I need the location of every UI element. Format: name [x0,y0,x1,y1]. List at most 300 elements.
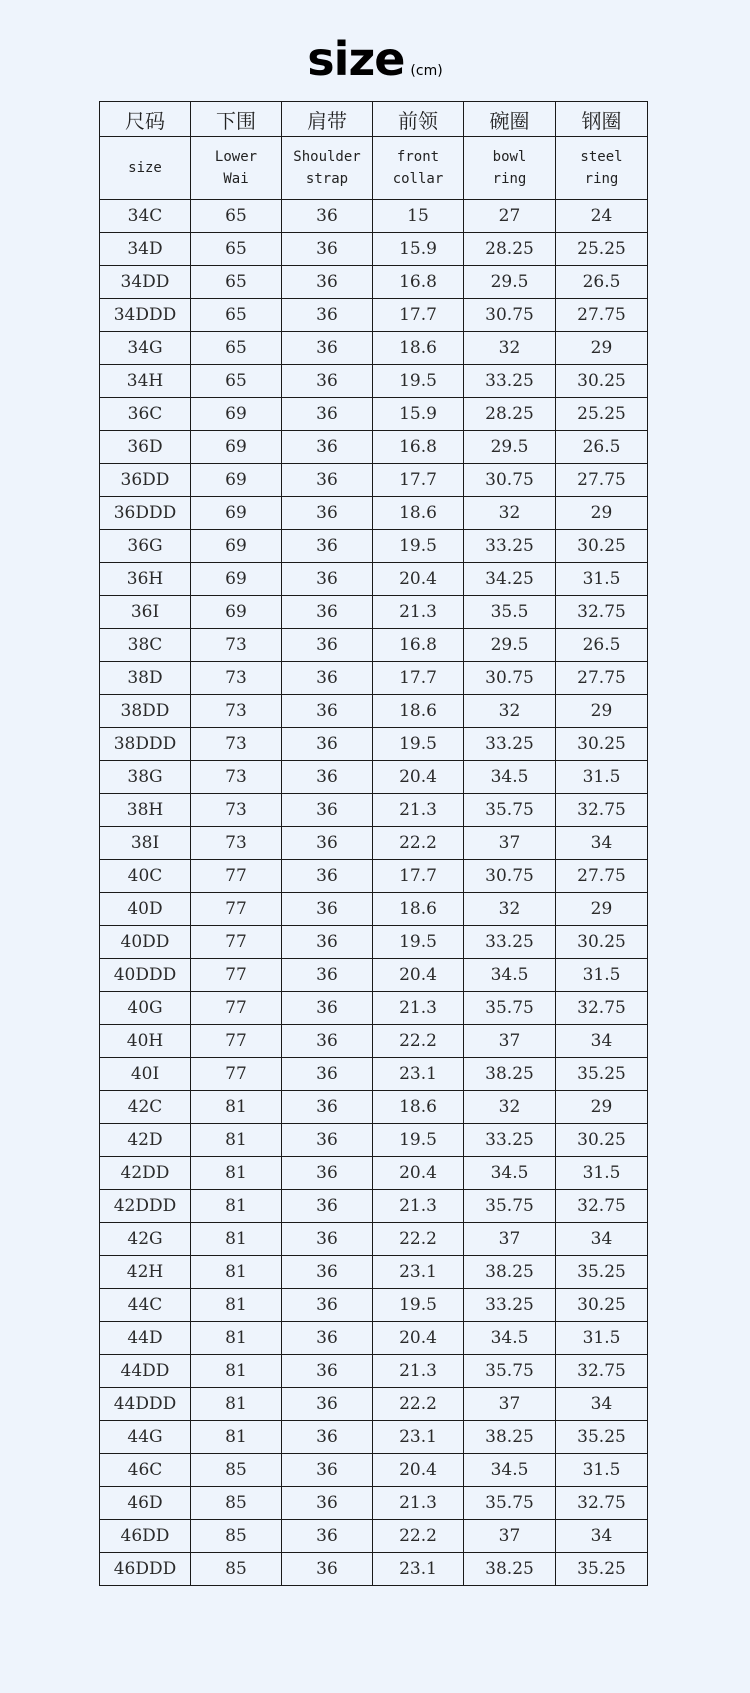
table-cell: 36 [282,1520,373,1553]
table-cell: 33.25 [464,728,556,761]
table-cell: 36 [282,266,373,299]
table-cell: 31.5 [556,761,648,794]
column-header-en-line: steel [580,149,623,165]
table-cell: 65 [191,266,282,299]
table-cell: 33.25 [464,926,556,959]
table-row [100,1454,648,1487]
table-cell: 36 [282,926,373,959]
title-unit: (cm) [410,63,443,79]
table-cell: 36 [282,1223,373,1256]
table-cell: 34G [100,332,191,365]
table-row [100,332,648,365]
table-cell: 28.25 [464,398,556,431]
table-cell: 28.25 [464,233,556,266]
table-cell: 17.7 [373,299,464,332]
table-cell: 36 [282,1124,373,1157]
table-cell: 38.25 [464,1256,556,1289]
table-cell: 81 [191,1190,282,1223]
column-header-en [282,137,373,200]
table-cell: 35.75 [464,1487,556,1520]
table-cell: 27.75 [556,860,648,893]
table-cell: 30.25 [556,530,648,563]
table-cell: 37 [464,1025,556,1058]
column-header-cn: 钢圈 [556,102,648,137]
table-cell: 16.8 [373,266,464,299]
table-cell: 38.25 [464,1058,556,1091]
table-cell: 36 [282,200,373,233]
table-cell: 35.25 [556,1553,648,1586]
column-header-en-line: strap [305,171,349,187]
table-cell: 38H [100,794,191,827]
table-cell: 40H [100,1025,191,1058]
table-cell: 20.4 [373,1454,464,1487]
table-cell: 65 [191,332,282,365]
table-cell: 65 [191,299,282,332]
table-cell: 27.75 [556,464,648,497]
table-cell: 30.25 [556,365,648,398]
table-cell: 44C [100,1289,191,1322]
table-cell: 36 [282,1091,373,1124]
table-row [100,1487,648,1520]
table-cell: 32 [464,1091,556,1124]
table-cell: 26.5 [556,266,648,299]
table-cell: 36 [282,1256,373,1289]
table-cell: 65 [191,233,282,266]
table-row [100,629,648,662]
column-header-cn: 尺码 [100,102,191,137]
table-cell: 34.5 [464,1157,556,1190]
table-cell: 22.2 [373,1520,464,1553]
table-cell: 18.6 [373,332,464,365]
table-cell: 21.3 [373,596,464,629]
table-cell: 21.3 [373,794,464,827]
table-cell: 32.75 [556,1190,648,1223]
table-cell: 25.25 [556,398,648,431]
table-cell: 36 [282,992,373,1025]
table-cell: 77 [191,860,282,893]
table-cell: 77 [191,1058,282,1091]
table-cell: 42G [100,1223,191,1256]
table-row [100,596,648,629]
table-cell: 73 [191,728,282,761]
table-cell: 35.75 [464,1355,556,1388]
table-cell: 30.75 [464,860,556,893]
table-cell: 19.5 [373,365,464,398]
table-cell: 81 [191,1355,282,1388]
table-cell: 44DD [100,1355,191,1388]
column-header-en-line: bowl [492,149,527,165]
table-cell: 36 [282,959,373,992]
table-row [100,398,648,431]
table-cell: 46DD [100,1520,191,1553]
column-header-en-line: collar [392,171,444,187]
table-cell: 69 [191,497,282,530]
table-cell: 38C [100,629,191,662]
table-row [100,497,648,530]
table-cell: 31.5 [556,1454,648,1487]
table-row [100,530,648,563]
table-cell: 38DDD [100,728,191,761]
table-cell: 36G [100,530,191,563]
table-cell: 36DDD [100,497,191,530]
table-cell: 23.1 [373,1553,464,1586]
table-cell: 85 [191,1454,282,1487]
column-header-cn: 前领 [373,102,464,137]
table-cell: 69 [191,398,282,431]
table-cell: 29 [556,332,648,365]
table-cell: 36 [282,860,373,893]
table-cell: 30.75 [464,662,556,695]
column-header-en-line: front [396,149,440,165]
table-cell: 69 [191,563,282,596]
table-cell: 21.3 [373,1487,464,1520]
table-cell: 40G [100,992,191,1025]
table-cell: 19.5 [373,728,464,761]
table-cell: 36 [282,1454,373,1487]
column-header-en [100,137,191,200]
table-cell: 34D [100,233,191,266]
table-cell: 36 [282,596,373,629]
table-cell: 36C [100,398,191,431]
table-cell: 69 [191,464,282,497]
table-cell: 32 [464,695,556,728]
table-cell: 33.25 [464,1289,556,1322]
table-cell: 29.5 [464,266,556,299]
table-cell: 32.75 [556,794,648,827]
table-cell: 30.25 [556,728,648,761]
table-cell: 36 [282,794,373,827]
table-cell: 38D [100,662,191,695]
table-cell: 34DDD [100,299,191,332]
table-cell: 36 [282,365,373,398]
table-row [100,1190,648,1223]
table-cell: 36I [100,596,191,629]
column-header-cn: 肩带 [282,102,373,137]
table-cell: 22.2 [373,1025,464,1058]
table-cell: 32 [464,332,556,365]
table-row [100,1322,648,1355]
column-header-en [464,137,556,200]
table-cell: 44G [100,1421,191,1454]
table-cell: 35.25 [556,1256,648,1289]
table-row [100,563,648,596]
column-header-en [373,137,464,200]
table-cell: 20.4 [373,1157,464,1190]
table-cell: 81 [191,1124,282,1157]
table-row [100,1223,648,1256]
table-cell: 77 [191,959,282,992]
table-row [100,827,648,860]
table-row [100,431,648,464]
table-cell: 29 [556,893,648,926]
table-cell: 17.7 [373,860,464,893]
table-cell: 18.6 [373,497,464,530]
table-cell: 31.5 [556,1322,648,1355]
table-cell: 27.75 [556,662,648,695]
table-cell: 24 [556,200,648,233]
table-row [100,266,648,299]
table-cell: 69 [191,596,282,629]
table-cell: 29 [556,497,648,530]
table-cell: 85 [191,1520,282,1553]
table-cell: 34 [556,1388,648,1421]
table-cell: 19.5 [373,926,464,959]
table-cell: 85 [191,1553,282,1586]
table-cell: 36 [282,332,373,365]
column-header-en-line: Lower [214,149,258,165]
table-cell: 69 [191,431,282,464]
table-cell: 35.75 [464,1190,556,1223]
table-row [100,1091,648,1124]
table-cell: 30.25 [556,1124,648,1157]
table-cell: 35.75 [464,794,556,827]
table-row [100,365,648,398]
table-cell: 73 [191,761,282,794]
table-cell: 42D [100,1124,191,1157]
column-header-en-line: Shoulder [293,149,361,165]
table-cell: 35.75 [464,992,556,1025]
size-table-body [100,102,648,1586]
table-cell: 36 [282,563,373,596]
table-cell: 42C [100,1091,191,1124]
table-row [100,662,648,695]
table-cell: 36 [282,1421,373,1454]
table-cell: 46DDD [100,1553,191,1586]
table-row [100,200,648,233]
table-cell: 32.75 [556,992,648,1025]
table-cell: 38.25 [464,1421,556,1454]
table-cell: 36H [100,563,191,596]
table-row [100,992,648,1025]
table-cell: 18.6 [373,1091,464,1124]
table-cell: 19.5 [373,1124,464,1157]
table-cell: 29.5 [464,431,556,464]
table-cell: 38G [100,761,191,794]
page-title [0,32,750,86]
table-cell: 42H [100,1256,191,1289]
table-cell: 16.8 [373,431,464,464]
table-cell: 40D [100,893,191,926]
table-row [100,794,648,827]
table-cell: 29.5 [464,629,556,662]
table-cell: 19.5 [373,530,464,563]
table-cell: 37 [464,827,556,860]
table-cell: 36 [282,530,373,563]
table-cell: 20.4 [373,563,464,596]
table-cell: 65 [191,200,282,233]
table-cell: 40DDD [100,959,191,992]
table-row [100,1520,648,1553]
table-row [100,1421,648,1454]
table-row [100,893,648,926]
table-cell: 32 [464,497,556,530]
table-cell: 73 [191,662,282,695]
table-cell: 34 [556,1520,648,1553]
table-cell: 18.6 [373,695,464,728]
table-cell: 34.5 [464,1322,556,1355]
table-cell: 20.4 [373,1322,464,1355]
column-header-cn: 下围 [191,102,282,137]
table-cell: 35.5 [464,596,556,629]
table-cell: 77 [191,1025,282,1058]
table-cell: 36 [282,497,373,530]
table-cell: 32.75 [556,1487,648,1520]
table-row [100,728,648,761]
table-cell: 36 [282,662,373,695]
table-row [100,695,648,728]
table-cell: 73 [191,629,282,662]
table-cell: 36D [100,431,191,464]
table-cell: 30.75 [464,299,556,332]
table-cell: 26.5 [556,629,648,662]
header-row-chinese [100,102,648,137]
table-cell: 18.6 [373,893,464,926]
table-row [100,1157,648,1190]
table-row [100,1388,648,1421]
table-cell: 36 [282,464,373,497]
table-row [100,233,648,266]
table-cell: 44DDD [100,1388,191,1421]
table-cell: 35.25 [556,1058,648,1091]
table-row [100,1355,648,1388]
table-row [100,926,648,959]
table-cell: 15.9 [373,398,464,431]
table-cell: 36 [282,1487,373,1520]
table-cell: 30.25 [556,926,648,959]
table-cell: 81 [191,1256,282,1289]
table-cell: 77 [191,893,282,926]
size-table [99,101,648,1586]
table-cell: 22.2 [373,827,464,860]
table-row [100,1289,648,1322]
table-cell: 77 [191,926,282,959]
table-cell: 40I [100,1058,191,1091]
table-cell: 44D [100,1322,191,1355]
table-cell: 46D [100,1487,191,1520]
table-cell: 38.25 [464,1553,556,1586]
table-cell: 81 [191,1289,282,1322]
table-cell: 17.7 [373,464,464,497]
table-cell: 36 [282,1322,373,1355]
table-cell: 65 [191,365,282,398]
table-cell: 42DDD [100,1190,191,1223]
table-row [100,761,648,794]
column-header-en-line: ring [492,171,527,187]
table-cell: 34DD [100,266,191,299]
table-cell: 81 [191,1421,282,1454]
table-cell: 34.5 [464,1454,556,1487]
table-row [100,1025,648,1058]
table-cell: 36DD [100,464,191,497]
table-cell: 38I [100,827,191,860]
table-cell: 81 [191,1091,282,1124]
column-header-en-line: ring [584,171,619,187]
title-text: size [307,32,405,86]
table-cell: 36 [282,431,373,464]
table-cell: 23.1 [373,1256,464,1289]
table-cell: 21.3 [373,1355,464,1388]
table-cell: 34.5 [464,761,556,794]
table-cell: 33.25 [464,365,556,398]
table-cell: 37 [464,1520,556,1553]
column-header-en [191,137,282,200]
table-cell: 73 [191,695,282,728]
table-row [100,1058,648,1091]
table-cell: 36 [282,299,373,332]
table-cell: 31.5 [556,1157,648,1190]
table-cell: 37 [464,1388,556,1421]
table-cell: 34 [556,1223,648,1256]
table-cell: 33.25 [464,530,556,563]
table-cell: 34.5 [464,959,556,992]
table-cell: 37 [464,1223,556,1256]
table-cell: 26.5 [556,431,648,464]
table-cell: 36 [282,1289,373,1322]
table-cell: 38DD [100,695,191,728]
table-cell: 36 [282,761,373,794]
table-cell: 17.7 [373,662,464,695]
table-cell: 73 [191,794,282,827]
table-cell: 30.75 [464,464,556,497]
table-row [100,299,648,332]
table-cell: 31.5 [556,563,648,596]
table-cell: 81 [191,1388,282,1421]
column-header-en [556,137,648,200]
table-cell: 20.4 [373,959,464,992]
column-header-en-line: Wai [223,171,249,187]
table-cell: 25.25 [556,233,648,266]
table-cell: 36 [282,629,373,662]
table-cell: 32.75 [556,1355,648,1388]
table-cell: 21.3 [373,1190,464,1223]
table-cell: 15 [373,200,464,233]
table-cell: 34H [100,365,191,398]
table-cell: 15.9 [373,233,464,266]
table-cell: 30.25 [556,1289,648,1322]
table-cell: 22.2 [373,1223,464,1256]
table-cell: 34 [556,827,648,860]
table-cell: 36 [282,695,373,728]
table-cell: 36 [282,1157,373,1190]
table-cell: 36 [282,1058,373,1091]
table-row [100,1256,648,1289]
table-cell: 34 [556,1025,648,1058]
table-cell: 36 [282,1553,373,1586]
table-cell: 40DD [100,926,191,959]
header-row-english [100,137,648,200]
table-cell: 36 [282,1355,373,1388]
table-cell: 36 [282,1025,373,1058]
table-cell: 36 [282,1388,373,1421]
table-cell: 32.75 [556,596,648,629]
table-cell: 73 [191,827,282,860]
table-cell: 23.1 [373,1421,464,1454]
table-cell: 20.4 [373,761,464,794]
table-cell: 81 [191,1157,282,1190]
table-row [100,860,648,893]
table-row [100,1553,648,1586]
table-cell: 36 [282,1190,373,1223]
table-cell: 36 [282,233,373,266]
table-cell: 16.8 [373,629,464,662]
table-cell: 19.5 [373,1289,464,1322]
table-cell: 29 [556,695,648,728]
table-cell: 81 [191,1223,282,1256]
table-cell: 81 [191,1322,282,1355]
table-row [100,1124,648,1157]
table-cell: 23.1 [373,1058,464,1091]
table-cell: 34C [100,200,191,233]
